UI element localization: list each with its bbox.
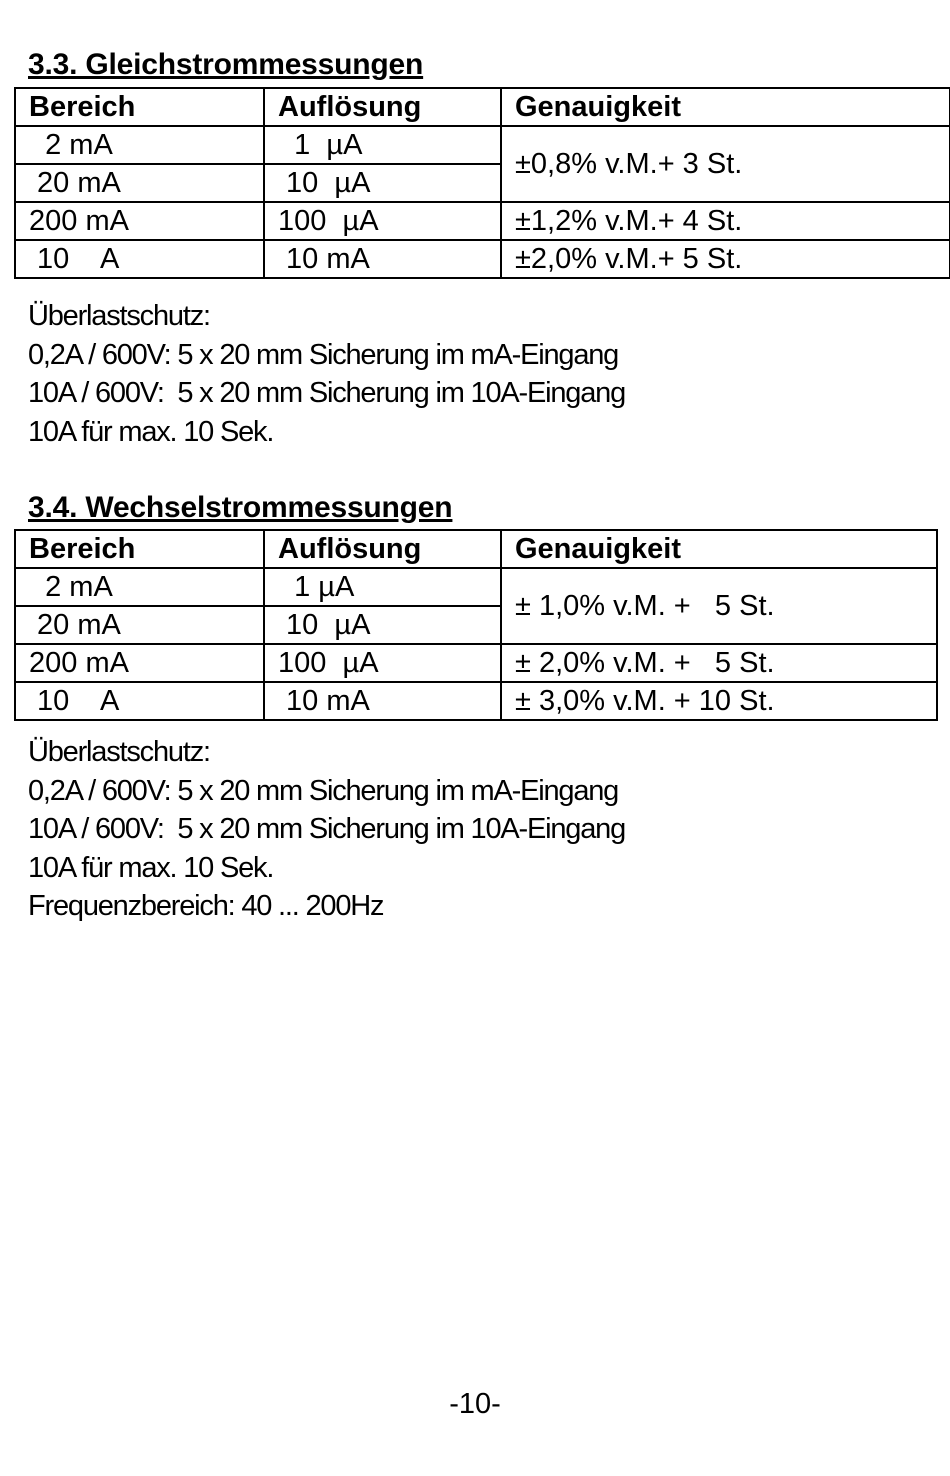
resolution-cell: 10 µA [264, 606, 501, 644]
accuracy-cell: ± 2,0% v.M. + 5 St. [501, 644, 937, 682]
resolution-cell: 100 µA [264, 202, 501, 240]
ac-notes [28, 733, 625, 926]
overload-label: Überlastschutz: [28, 300, 210, 332]
resolution-cell: 1 µA [264, 568, 501, 606]
note-line: 10A für max. 10 Sek. [28, 851, 274, 884]
note-line: 10A / 600V: 5 x 20 mm Sicherung im 10A-Eingang [28, 813, 626, 845]
note-line: 0,2A / 600V: 5 x 20 mm Sicherung im mA-Eingang [28, 338, 619, 371]
section-title-dc: 3.3. Gleichstrommessungen [28, 48, 424, 81]
header-range: Bereich [15, 530, 264, 568]
accuracy-cell: ±0,8% v.M.+ 3 St. [501, 126, 950, 202]
range-cell: 200 mA [15, 644, 264, 682]
resolution-cell: 100 µA [264, 644, 501, 682]
dc-notes [28, 297, 625, 451]
table-row [15, 240, 950, 278]
resolution-cell: 10 µA [264, 164, 501, 202]
resolution-cell: 10 mA [264, 682, 501, 720]
overload-label: Überlastschutz: [28, 736, 210, 768]
table-header-row [15, 88, 950, 126]
table-row [15, 644, 937, 682]
range-cell: 2 mA [15, 568, 264, 606]
note-line: 0,2A / 600V: 5 x 20 mm Sicherung im mA-Eingang [28, 774, 619, 807]
header-range: Bereich [15, 88, 264, 126]
range-cell: 10 A [15, 682, 264, 720]
range-cell: 2 mA [15, 126, 264, 164]
table-row [15, 568, 937, 606]
header-resolution: Auflösung [264, 530, 501, 568]
dc-spec-table [14, 87, 950, 279]
resolution-cell: 10 mA [264, 240, 501, 278]
note-line: 10A für max. 10 Sek. [28, 415, 274, 448]
page-number: -10- [449, 1388, 501, 1420]
ac-spec-table [14, 529, 938, 721]
section-title-ac: 3.4. Wechselstrommessungen [28, 491, 453, 524]
header-accuracy: Genauigkeit [501, 88, 950, 126]
header-accuracy: Genauigkeit [501, 530, 937, 568]
resolution-cell: 1 µA [264, 126, 501, 164]
table-row [15, 126, 950, 164]
range-cell: 20 mA [15, 606, 264, 644]
range-cell: 200 mA [15, 202, 264, 240]
note-line: 10A / 600V: 5 x 20 mm Sicherung im 10A-Eingang [28, 377, 626, 409]
accuracy-cell: ±1,2% v.M.+ 4 St. [501, 202, 950, 240]
table-row [15, 682, 937, 720]
accuracy-cell: ± 3,0% v.M. + 10 St. [501, 682, 937, 720]
range-cell: 20 mA [15, 164, 264, 202]
table-header-row [15, 530, 937, 568]
frequency-range-line: Frequenzbereich: 40 ... 200Hz [28, 890, 384, 922]
header-resolution: Auflösung [264, 88, 501, 126]
accuracy-cell: ± 1,0% v.M. + 5 St. [501, 568, 937, 644]
range-cell: 10 A [15, 240, 264, 278]
accuracy-cell: ±2,0% v.M.+ 5 St. [501, 240, 950, 278]
table-row [15, 202, 950, 240]
